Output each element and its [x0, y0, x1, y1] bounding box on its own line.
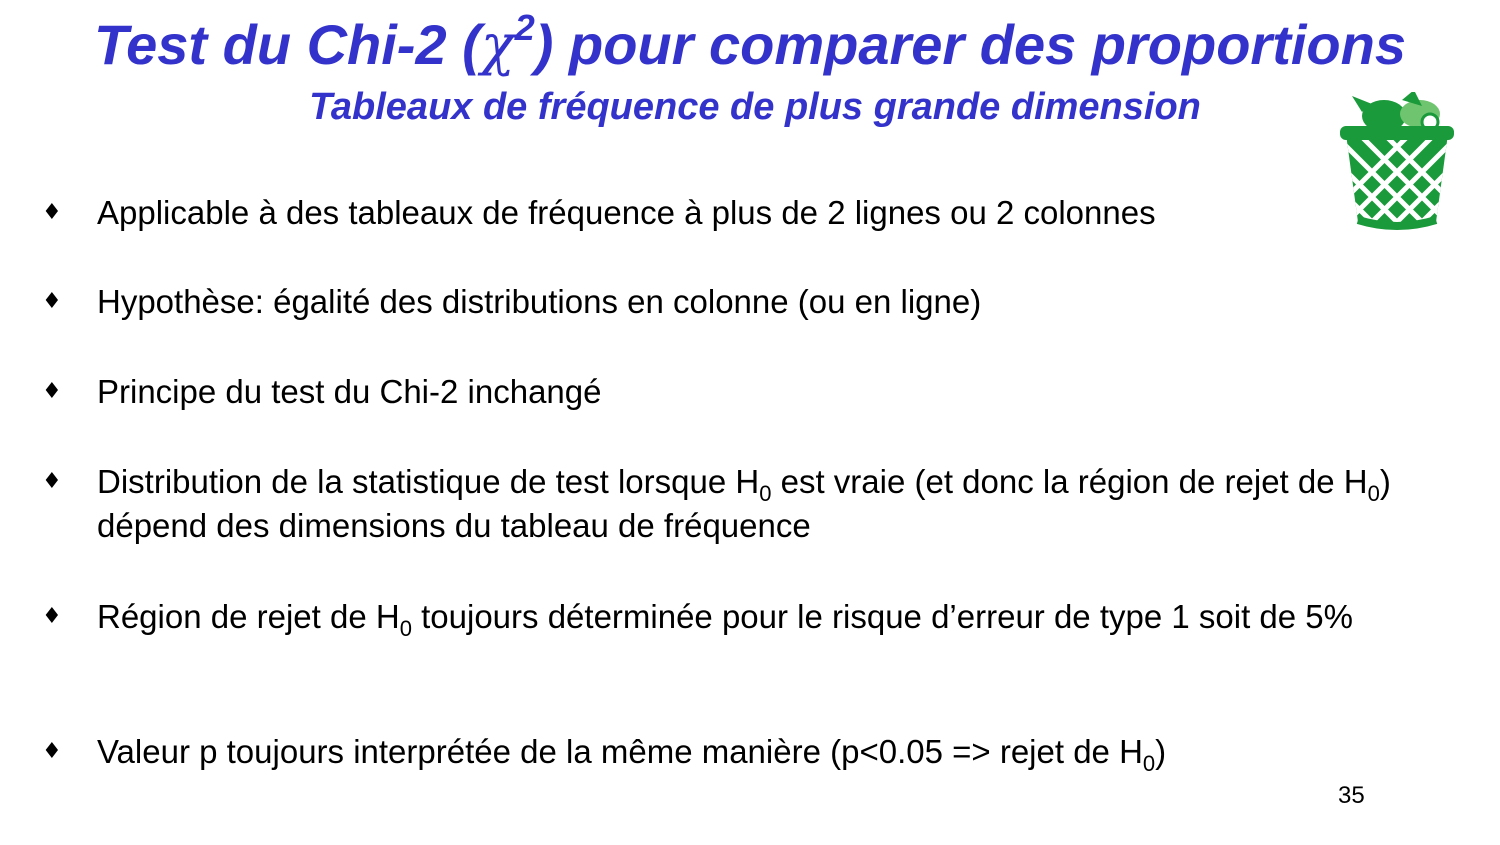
diamond-bullet-icon: ♦ [42, 200, 62, 225]
bullet-item [42, 730, 1472, 774]
slide-title [0, 7, 1500, 79]
bullet-text: Applicable à des tableaux de fréquence à plus de 2 lignes ou 2 colonnes [97, 194, 1156, 231]
chi-superscript: 2 [514, 7, 535, 49]
bullet-item [42, 595, 1472, 639]
title-suffix: ) pour comparer des proportions [534, 13, 1406, 76]
diamond-bullet-icon: ♦ [42, 289, 62, 314]
bullet-item [42, 280, 1472, 324]
chi-symbol: χ [480, 13, 515, 78]
bullet-text: Hypothèse: égalité des distributions en colonne (ou en ligne) [97, 283, 982, 320]
diamond-bullet-icon: ♦ [42, 469, 62, 494]
bullet-text: Distribution de la statistique de test lorsque $H_0$ est vraie (et donc la région de rejet de $H_0$) dépend des dimensions du tableau de fréquence [97, 463, 1391, 544]
bullet-text: Valeur p toujours interprétée de la même manière (p<0.05 => rejet de $H_0$) [97, 733, 1167, 776]
title-prefix: Test du Chi-2 ( [94, 13, 481, 76]
slide-subtitle: Tableaux de fréquence de plus grande dimension [309, 86, 1201, 128]
bullet-text: Principe du test du Chi-2 inchangé [97, 373, 602, 410]
bullet-item [42, 460, 1472, 548]
bullet-item [42, 370, 1472, 414]
bullet-text: Région de rejet de $H_0$ toujours déterminée pour le risque d’erreur de type 1 soit de 5% [97, 598, 1353, 641]
diamond-bullet-icon: ♦ [42, 379, 62, 404]
diamond-bullet-icon: ♦ [42, 604, 62, 629]
bullet-item [42, 191, 1472, 235]
page-number: 35 [1338, 782, 1365, 809]
diamond-bullet-icon: ♦ [42, 739, 62, 764]
